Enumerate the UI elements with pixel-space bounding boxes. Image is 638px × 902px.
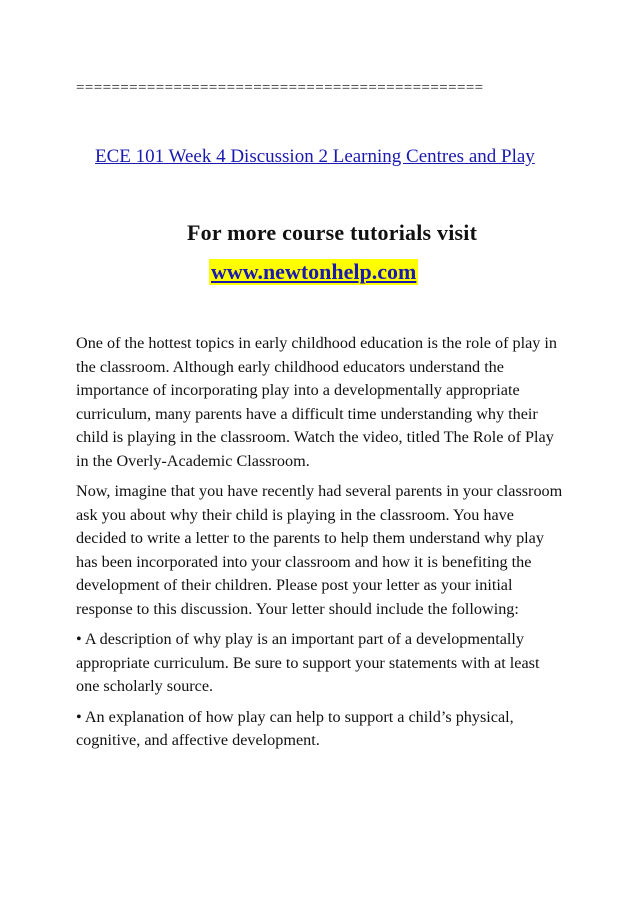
paragraph-task: Now, imagine that you have recently had several parents in your classroom ask you about why their child is playing in the classroom. You have decided to write a letter to the parents to help them understand why play has been incorporated into your classroom and how it is benefiting the development of their children. Please post your letter as your initial response to this discussion. Your letter should include the following:	[76, 482, 563, 618]
website-link[interactable]: www.newtonhelp.com	[211, 259, 417, 284]
bullet-explanation: • An explanation of how play can help to support a child’s physical, cognitive, and affective development.	[76, 707, 514, 749]
visit-heading: For more course tutorials visit	[187, 220, 478, 245]
divider-line: ==============================================	[76, 80, 484, 96]
document-body	[76, 332, 566, 760]
bullet-description: • A description of why play is an important part of a developmentally appropriate curriculum. Be sure to support your statements with at least one scholarly source.	[76, 630, 540, 695]
website-highlight	[209, 259, 418, 285]
title-link[interactable]: ECE 101 Week 4 Discussion 2 Learning Centres and Play	[95, 146, 535, 167]
document-title	[95, 146, 535, 168]
paragraph-intro: One of the hottest topics in early childhood education is the role of play in the classroom. Although early childhood educators understand the importance of incorporating play into a developmentally appropriate curriculum, many parents have a difficult time understanding why their child is playing in the classroom. Watch the video, titled The Role of Play in the Overly-Academic Classroom.	[76, 334, 558, 470]
